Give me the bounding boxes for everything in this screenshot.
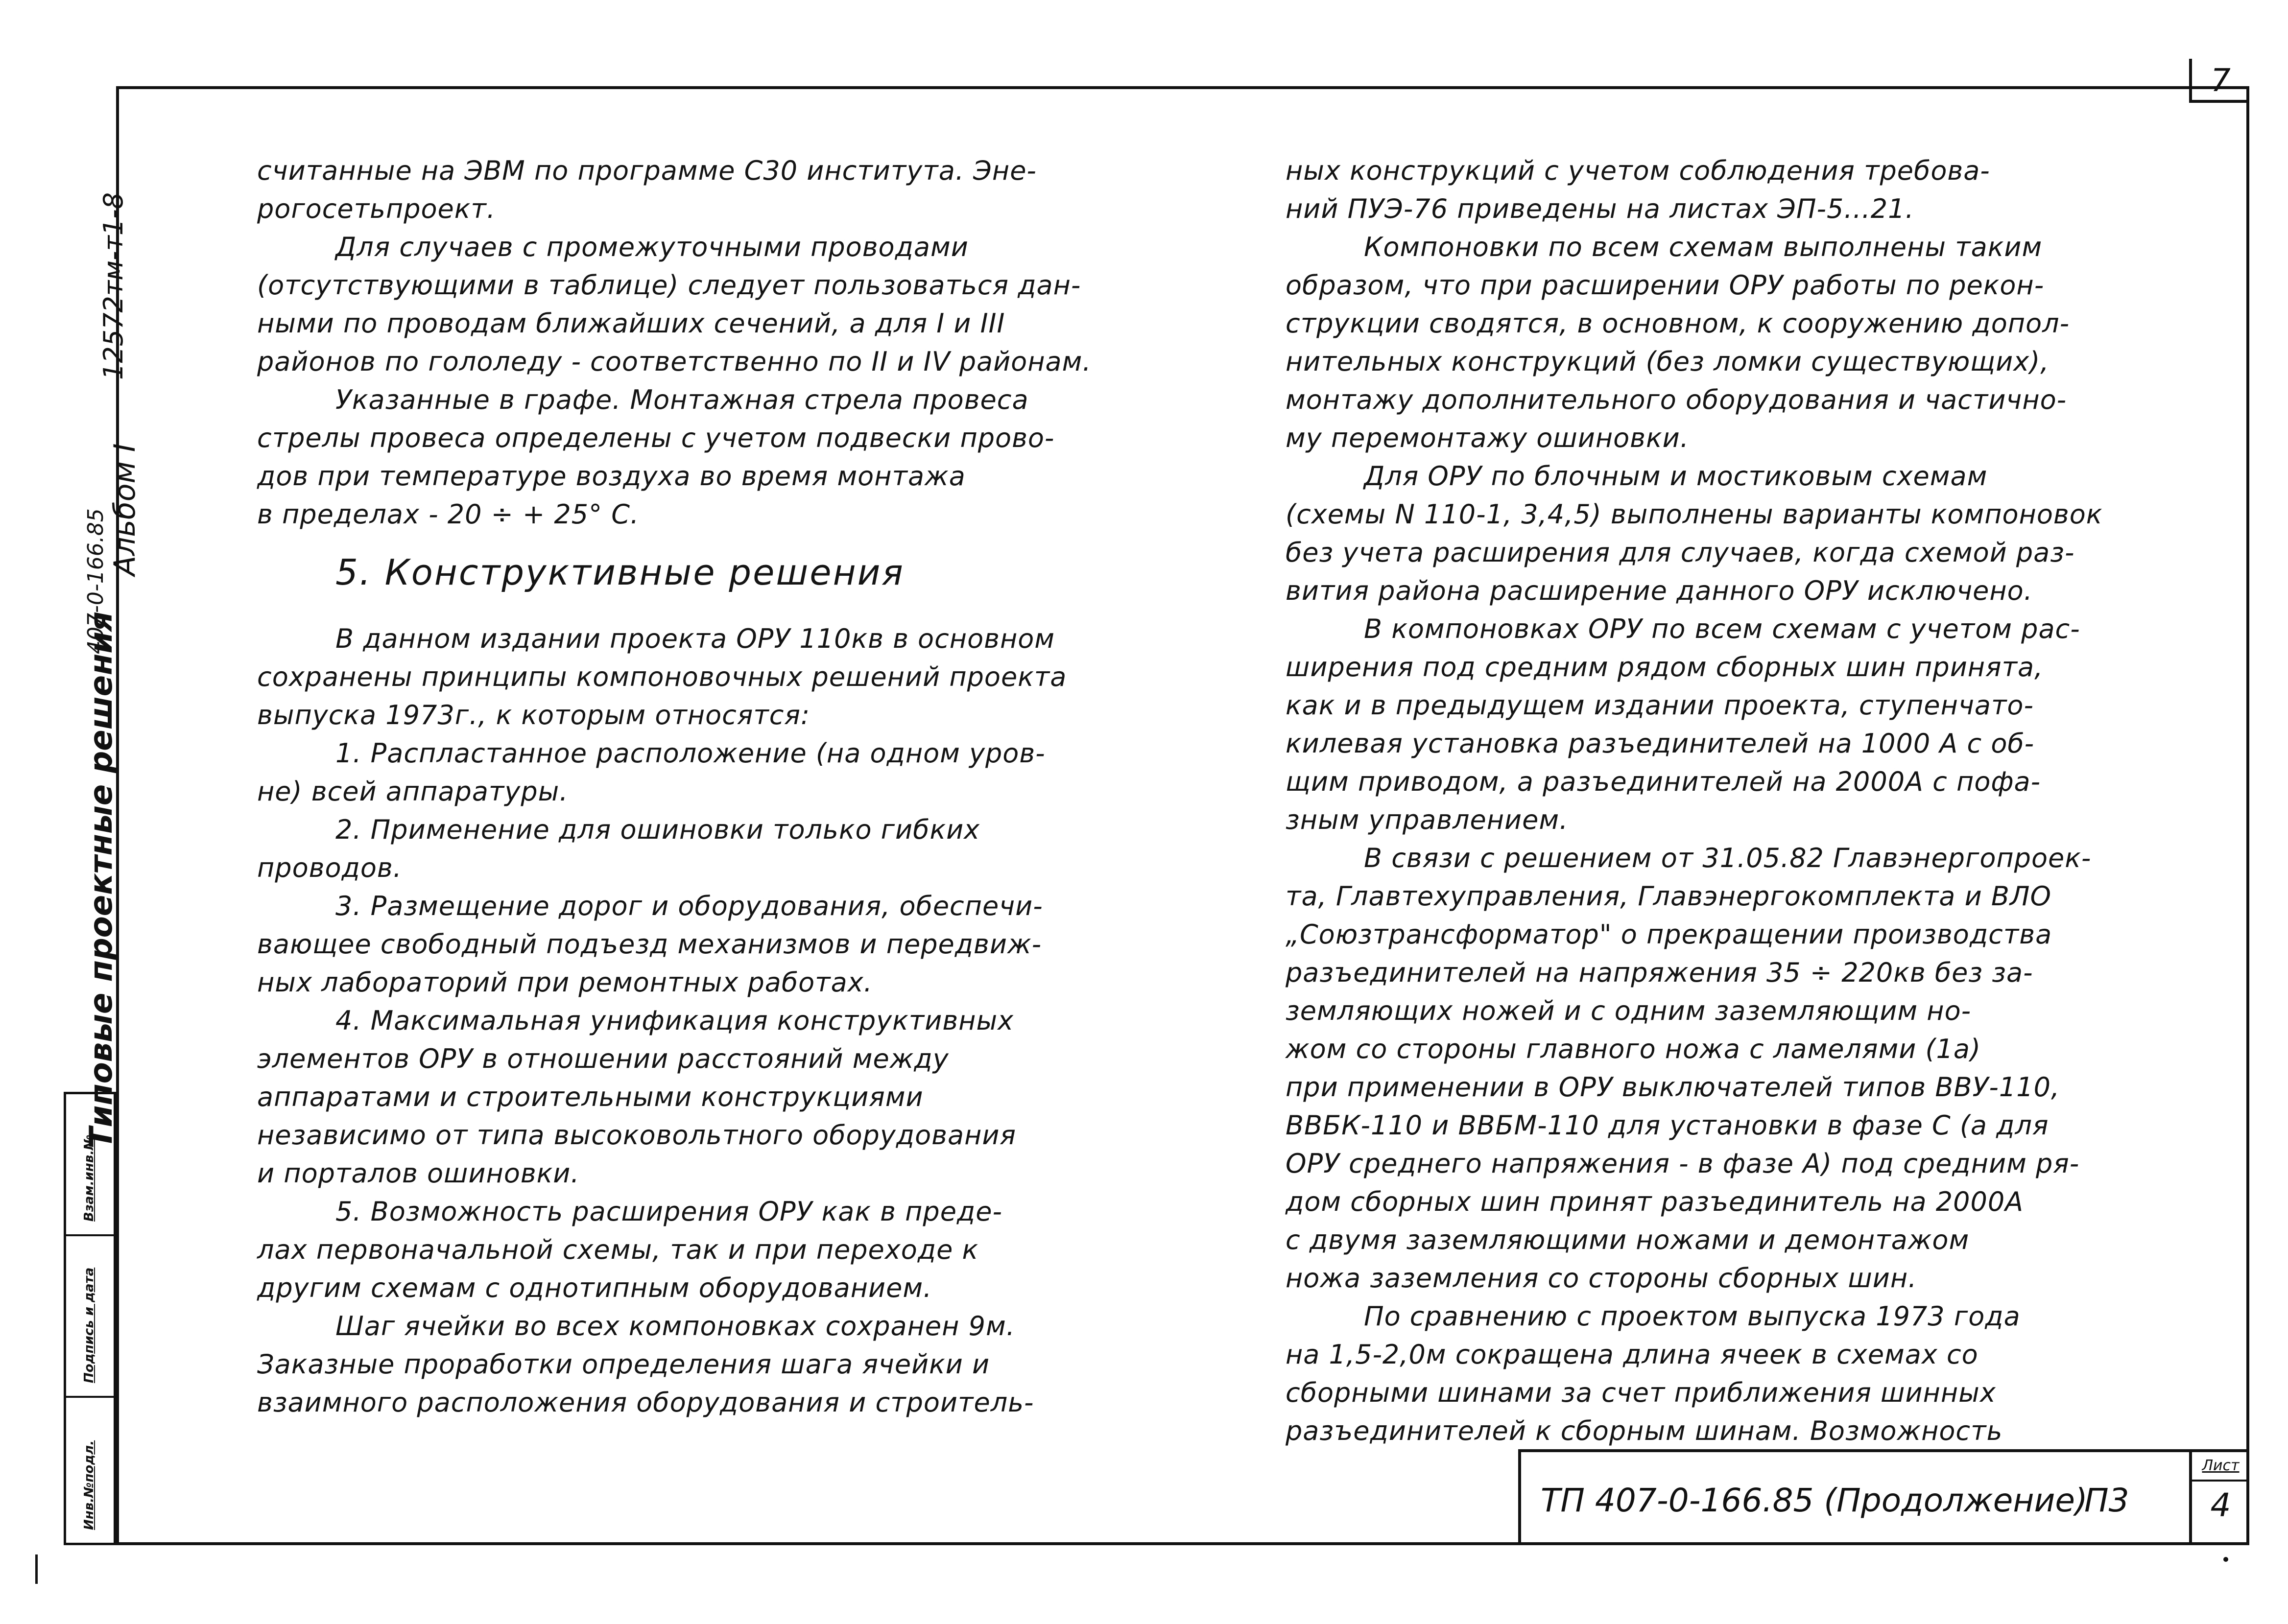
archive-number: 12572тм-т1-8 [98,192,129,380]
right-text-line: (схемы N 110-1, 3,4,5) выполнены варианты компоновок [1286,499,2103,530]
left-column [257,152,1139,1422]
left-text-line: В данном издании проекта ОРУ 110кв в основном [335,623,1055,654]
left-text-line: рогосетьпроект. [257,193,496,224]
right-text-line: щим приводом, а разъединителей на 2000А с пофа- [1286,766,2041,797]
sheet-cell [2189,1452,2249,1545]
right-text-line: В связи с решением от 31.05.82 Главэнергопроек- [1364,843,2092,873]
approval-stamp [64,1092,116,1545]
right-text-line: По сравнению с проектом выпуска 1973 года [1364,1301,2021,1332]
left-text-line: не) всей аппаратуры. [257,776,569,807]
left-text-line: (отсутствующими в таблице) следует пользоваться дан- [257,270,1081,301]
right-text-line: та, Главтехуправления, Главэнергокомплекта и ВЛО [1286,881,2051,912]
left-text-line: взаимного расположения оборудования и строитель- [257,1387,1034,1418]
right-text-line: ВВБК-110 и ВВБМ-110 для установки в фазе С (а для [1286,1110,2049,1141]
left-text-line: 1. Распластанное расположение (на одном уров- [335,738,1046,769]
left-text-line: и порталов ошиновки. [257,1158,580,1189]
title-block [1518,1449,2249,1545]
right-text-line: с двумя заземляющими ножами и демонтажом [1286,1224,1970,1255]
stamp-cell-inventory [66,1398,114,1543]
right-text-line: ширения под средним рядом сборных шин принята, [1286,652,2044,683]
left-text-line: ными по проводам ближайших сечений, а для I и III [257,308,1005,339]
left-text-line: Указанные в графе. Монтажная стрела провеса [335,384,1029,415]
left-text-line: проводов. [257,852,402,883]
left-text-line: выпуска 1973г., к которым относятся: [257,700,810,730]
stamp-label-signature: Подпись и дата [82,1267,96,1383]
left-text-line: независимо от типа высоковольтного оборудования [257,1120,1016,1151]
right-text-line: ОРУ среднего напряжения - в фазе А) под средним ря- [1286,1148,2080,1179]
sheet-label: Лист [2192,1452,2249,1482]
right-text-line: В компоновках ОРУ по всем схемам с учетом рас- [1364,613,2080,644]
right-text-line: при применении в ОРУ выключателей типов ВВУ-110, [1286,1072,2060,1103]
stamp-cell-signature [66,1236,114,1398]
left-text-line: вающее свободный подъезд механизмов и передвиж- [257,929,1042,960]
left-text-line: Шаг ячейки во всех компоновках сохранен 9м. [335,1311,1015,1342]
left-text-line: Заказные проработки определения шага ячейки и [257,1349,990,1380]
right-text-line: килевая установка разъединителей на 1000 А с об- [1286,728,2035,759]
margin-tick [35,1554,38,1584]
left-text-line: считанные на ЭВМ по программе С30 института. Эне- [257,155,1037,186]
left-text-line: в пределах - 20 ÷ + 25° С. [257,499,640,530]
left-text-line: лах первоначальной схемы, так и при переходе к [257,1234,979,1265]
document-code: ТП 407-0-166.85 (Продолжение) [1541,1482,2088,1519]
stamp-label-replacement: Взам.инв.№ [82,1134,96,1222]
right-text-line: вития района расширение данного ОРУ исключено. [1286,575,2033,606]
album-label: Альбом I [108,443,142,576]
right-text-line: без учета расширения для случаев, когда схемой раз- [1286,537,2075,568]
right-text-line: ных конструкций с учетом соблюдения требова- [1286,155,1990,186]
stamp-cell-replacement [66,1094,114,1236]
right-text-line: дом сборных шин принят разъединитель на 2000А [1286,1186,2024,1217]
page-number: 7 [2189,59,2249,103]
left-text-line: стрелы провеса определены с учетом подвески прово- [257,423,1055,453]
right-text-line: ний ПУЭ-76 приведены на листах ЭП-5...21. [1286,193,1914,224]
left-text-line: другим схемам с однотипным оборудованием. [257,1272,932,1303]
left-text-line: 5. Возможность расширения ОРУ как в преде- [335,1196,1002,1227]
right-text-line: ножа заземления со стороны сборных шин. [1286,1263,1917,1294]
series-title: Типовые проектные решения [83,611,119,1149]
sheet-code: П3 [2084,1482,2129,1519]
project-code: 407-0-166.85 [83,508,108,654]
right-text-line: жом со стороны главного ножа с ламелями (1а) [1286,1034,1981,1064]
right-text-line: разъединителей на напряжения 35 ÷ 220кв без за- [1286,957,2033,988]
right-text-line: Компоновки по всем схемам выполнены таким [1364,232,2043,262]
right-text-line: му перемонтажу ошиновки. [1286,423,1689,453]
right-text-line: струкции сводятся, в основном, к сооружению допол- [1286,308,2070,339]
right-column [1286,152,2167,1450]
right-text-line: „Союзтрансформатор" о прекращении производства [1286,919,2052,950]
left-text-line: элементов ОРУ в отношении расстояний между [257,1043,949,1074]
right-text-line: образом, что при расширении ОРУ работы по рекон- [1286,270,2045,301]
left-text-line: Для случаев с промежуточными проводами [335,232,969,262]
right-text-line: земляющих ножей и с одним заземляющим но- [1286,995,1972,1026]
right-text-line: сборными шинами за счет приближения шинных [1286,1377,1996,1408]
left-text-line: районов по гололеду - соответственно по II и IV районам. [257,346,1092,377]
right-text-line: Для ОРУ по блочным и мостиковым схемам [1364,461,1988,492]
left-text-line: дов при температуре воздуха во время монтажа [257,461,966,492]
left-text-line: сохранены принципы компоновочных решений проекта [257,661,1067,692]
section-heading: 5. Конструктивные решения [335,552,905,593]
corner-dot [2223,1557,2228,1562]
right-text-line: зным управлением. [1286,804,1569,835]
right-text-line: как и в предыдущем издании проекта, ступенчато- [1286,690,2034,721]
right-text-line: монтажу дополнительного оборудования и частично- [1286,384,2067,415]
left-text-line: ных лабораторий при ремонтных работах. [257,967,873,998]
left-text-line: 2. Применение для ошиновки только гибких [335,814,980,845]
left-text-line: 3. Размещение дорог и оборудования, обеспечи- [335,891,1043,921]
right-text-line: разъединителей к сборным шинам. Возможность [1286,1415,2003,1446]
right-text-line: на 1,5-2,0м сокращена длина ячеек в схемах со [1286,1339,1978,1370]
sheet-number: 4 [2210,1486,2231,1524]
left-text-line: аппаратами и строительными конструкциями [257,1082,924,1112]
left-text-line: 4. Максимальная унификация конструктивных [335,1005,1014,1036]
right-text-line: нительных конструкций (без ломки существующих), [1286,346,2050,377]
stamp-label-inventory: Инв.№подл. [82,1440,96,1530]
